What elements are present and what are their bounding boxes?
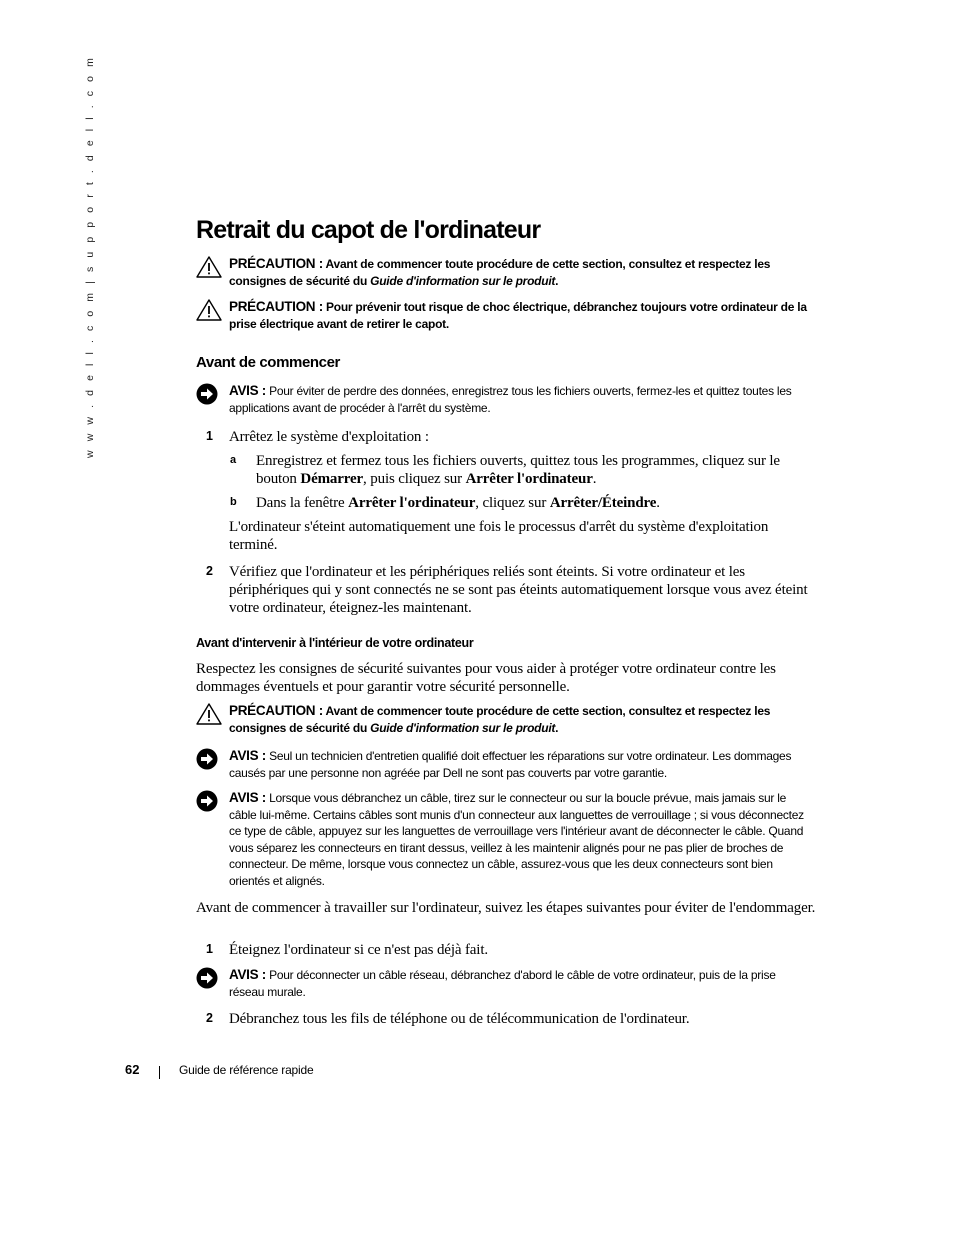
caution-note (196, 703, 812, 736)
step-text: Vérifiez que l'ordinateur et les périphériques reliés sont éteints. Si votre ordinateur et les périphériques qui y sont connectés ne se sont pas éteints automatiquement lorsque vous avez éteint votre ordinateur, éteignez-les maintenant. (229, 564, 808, 616)
caution-label: PRÉCAUTION : (229, 299, 323, 314)
substep-text: Dans la fenêtre (256, 495, 345, 511)
step-item (196, 563, 816, 617)
step-number: 2 (206, 1011, 213, 1025)
substep-text: , cliquez sur (475, 495, 547, 511)
substep-item (229, 494, 816, 512)
notice-note (196, 790, 812, 889)
body-paragraph: Avant de commencer à travailler sur l'ordinateur, suivez les étapes suivantes pour éviter de l'endommager. (196, 900, 816, 916)
notice-note (196, 967, 812, 1000)
substep-letter: a (230, 454, 237, 466)
body-paragraph: Respectez les consignes de sécurité suivantes pour vous aider à protéger votre ordinateur contre les dommages éventuels et pour garantir votre sécurité personnelle. (196, 661, 776, 695)
notice-arrow-icon (196, 967, 218, 989)
caution-end: . (555, 273, 559, 288)
footer-doc-title: Guide de référence rapide (179, 1063, 314, 1077)
step-followup-text: L'ordinateur s'éteint automatiquement une fois le processus d'arrêt du système d'exploitation terminé. (229, 519, 769, 553)
step-text: Débranchez tous les fils de téléphone ou de télécommunication de l'ordinateur. (229, 1011, 690, 1027)
side-url: w w w . d e l l . c o m | s u p p o r t . d e l l . c o m (84, 55, 96, 458)
notice-label: AVIS : (229, 790, 266, 805)
shutdown-label: Arrêter l'ordinateur (465, 471, 593, 487)
step-text: Éteignez l'ordinateur si ce n'est pas déjà fait. (229, 942, 488, 958)
product-guide-reference: Guide d'information sur le produit (370, 720, 556, 735)
substep-letter: b (230, 496, 237, 508)
warning-triangle-icon (196, 703, 222, 725)
notice-arrow-icon (196, 383, 218, 405)
notice-text: Lorsque vous débranchez un câble, tirez sur le connecteur ou sur la boucle prévue, mais jamais sur le câble lui-même. Certains câbles sont munis d'un connecteur aux languettes de verrouillage ; si vous déconnectez ce type de câble, appuyez sur les languettes de verrouillage vers l'intérieur avant de déconnecter le câble. Quand vous séparez les connecteurs en tirant dessus, veillez à les maintenir alignés pour ne pas plier de broches de connecteur. De même, lorsque vous connectez un câble, assurez-vous que les deux connecteurs sont bien orientés et alignés. (229, 791, 804, 888)
footer-divider (159, 1066, 160, 1079)
section-heading: Avant de commencer (196, 354, 340, 371)
caution-label: PRÉCAUTION : (229, 256, 323, 271)
shutdown-window-label: Arrêter l'ordinateur (348, 495, 476, 511)
caution-text: Pour prévenir tout risque de choc électrique, débranchez toujours votre ordinateur de la prise électrique avant de retirer le capot. (229, 300, 807, 331)
substep-text: . (656, 495, 660, 511)
notice-text: Pour déconnecter un câble réseau, débranchez d'abord le câble de votre ordinateur, puis de la prise réseau murale. (229, 968, 776, 999)
step-text: Arrêtez le système d'exploitation : (229, 429, 429, 445)
step-number: 1 (206, 429, 213, 443)
product-guide-reference: Guide d'information sur le produit (370, 273, 556, 288)
start-button-label: Démarrer (300, 471, 364, 487)
notice-arrow-icon (196, 748, 218, 770)
caution-note (196, 299, 812, 332)
shutdown-option-label: Arrêter/Éteindre (549, 495, 657, 511)
notice-note (196, 383, 812, 416)
substep-text: Enregistrez et fermez tous les fichiers ouverts, quittez tous les programmes, cliquez sur le bouton (256, 453, 780, 487)
step-item (196, 941, 816, 959)
warning-triangle-icon (196, 256, 222, 278)
step-item (196, 1010, 816, 1028)
step-item (196, 428, 816, 446)
caution-end: . (555, 720, 559, 735)
warning-triangle-icon (196, 299, 222, 321)
caution-note (196, 256, 812, 289)
notice-text: Seul un technicien d'entretien qualifié doit effectuer les réparations sur votre ordinateur. Les dommages causés par une personne non agréée par Dell ne sont pas couverts par votre garantie. (229, 749, 792, 780)
caution-text: Avant de commencer toute procédure de cette section, consultez et respectez les consignes de sécurité du (229, 257, 771, 288)
notice-arrow-icon (196, 790, 218, 812)
page-title: Retrait du capot de l'ordinateur (196, 216, 541, 244)
step-number: 1 (206, 942, 213, 956)
notice-text: Pour éviter de perdre des données, enregistrez tous les fichiers ouverts, fermez-les et quittez toutes les applications avant de procéder à l'arrêt du système. (229, 384, 792, 415)
step-number: 2 (206, 564, 213, 578)
substep-text: . (592, 471, 597, 487)
page-number: 62 (125, 1062, 140, 1077)
subsection-heading: Avant d'intervenir à l'intérieur de votre ordinateur (196, 636, 474, 650)
notice-label: AVIS : (229, 383, 266, 398)
caution-label: PRÉCAUTION : (229, 703, 323, 718)
caution-text: Avant de commencer toute procédure de cette section, consultez et respectez les consignes de sécurité du (229, 704, 771, 735)
notice-label: AVIS : (229, 967, 266, 982)
substep-text: , puis cliquez sur (363, 471, 462, 487)
notice-label: AVIS : (229, 748, 266, 763)
notice-note (196, 748, 812, 781)
substep-item (229, 452, 816, 488)
